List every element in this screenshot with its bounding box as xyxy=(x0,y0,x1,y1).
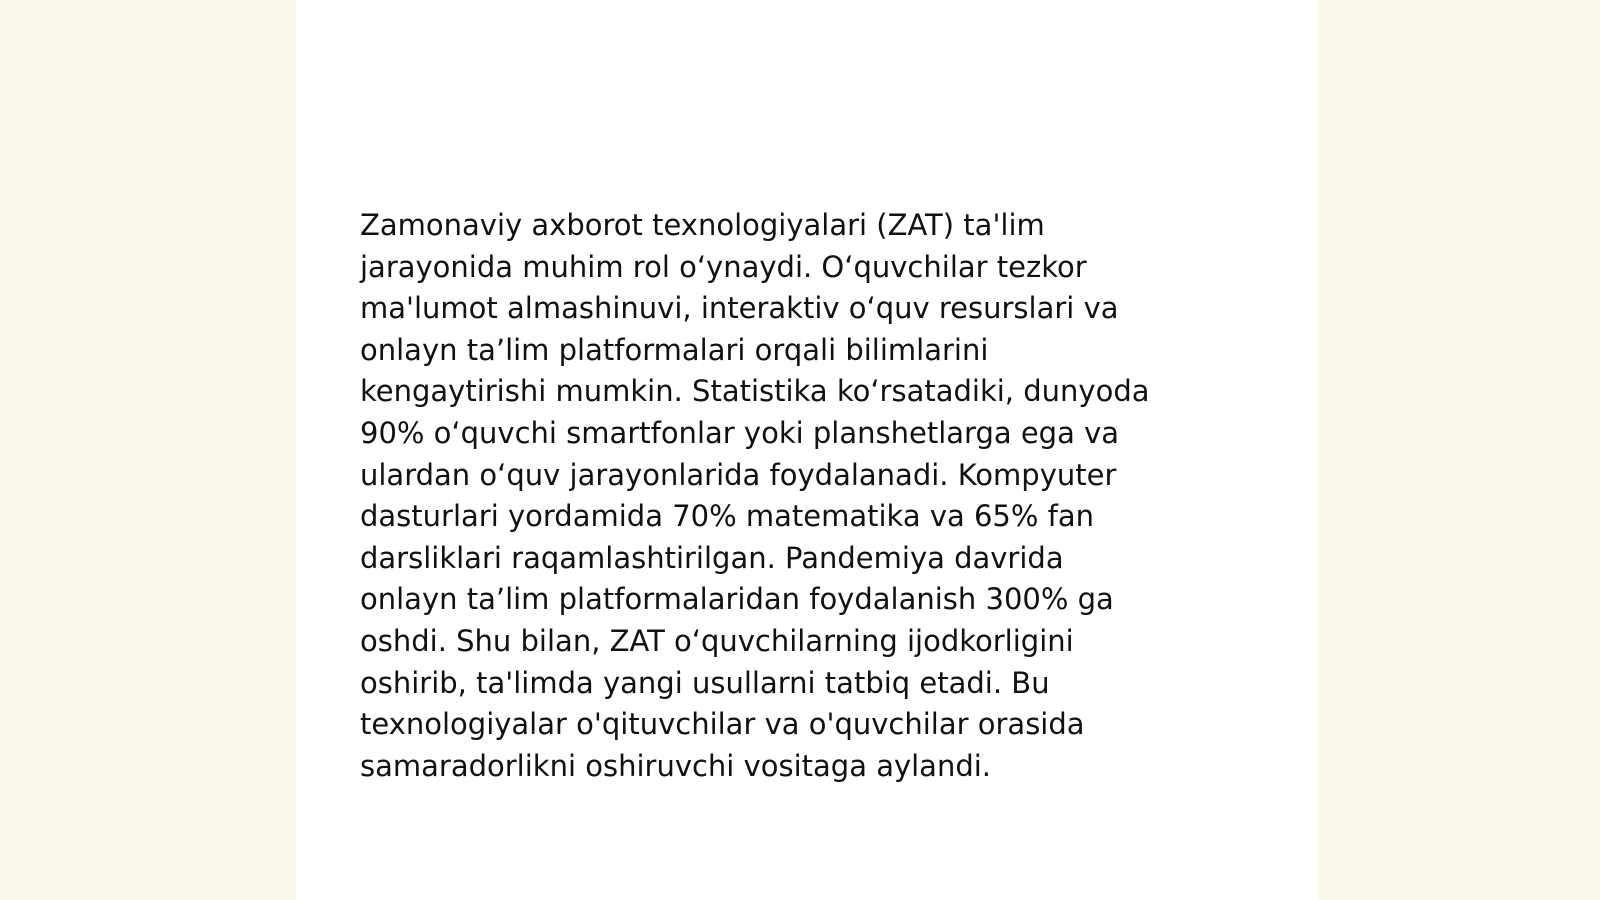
body-paragraph xyxy=(360,205,1260,787)
paragraph-line-12: oshirib, ta'limda yangi usullarni tatbiq etadi. Bu xyxy=(360,665,1050,700)
paragraph-line-3: ma'lumot almashinuvi, interaktiv oʻquv resurslari va xyxy=(360,291,1119,326)
paragraph-line-7: ulardan oʻquv jarayonlarida foydalanadi. Kompyuter xyxy=(360,457,1117,492)
paragraph-line-2: jarayonida muhim rol oʻynaydi. Oʻquvchilar tezkor xyxy=(360,249,1087,284)
paragraph-line-10: onlayn taʼlim platformalaridan foydalanish 300% ga xyxy=(360,582,1114,617)
document-page xyxy=(296,0,1318,900)
paragraph-line-6: 90% oʻquvchi smartfonlar yoki planshetlarga ega va xyxy=(360,415,1120,450)
paragraph-line-11: oshdi. Shu bilan, ZAT oʻquvchilarning ijodkorligini xyxy=(360,623,1074,658)
paragraph-line-1: Zamonaviy axborot texnologiyalari (ZAT) ta'lim xyxy=(360,208,1045,242)
paragraph-line-8: dasturlari yordamida 70% matematika va 65% fan xyxy=(360,499,1095,534)
paragraph-line-4: onlayn taʼlim platformalari orqali bilimlarini xyxy=(360,332,989,367)
paragraph-line-13: texnologiyalar o'qituvchilar va o'quvchilar orasida xyxy=(360,707,1085,742)
paragraph-line-14: samaradorlikni oshiruvchi vositaga aylandi. xyxy=(360,748,992,783)
paragraph-line-5: kengaytirishi mumkin. Statistika koʻrsatadiki, dunyoda xyxy=(360,374,1150,409)
paragraph-line-9: darsliklari raqamlashtirilgan. Pandemiya davrida xyxy=(360,540,1064,575)
